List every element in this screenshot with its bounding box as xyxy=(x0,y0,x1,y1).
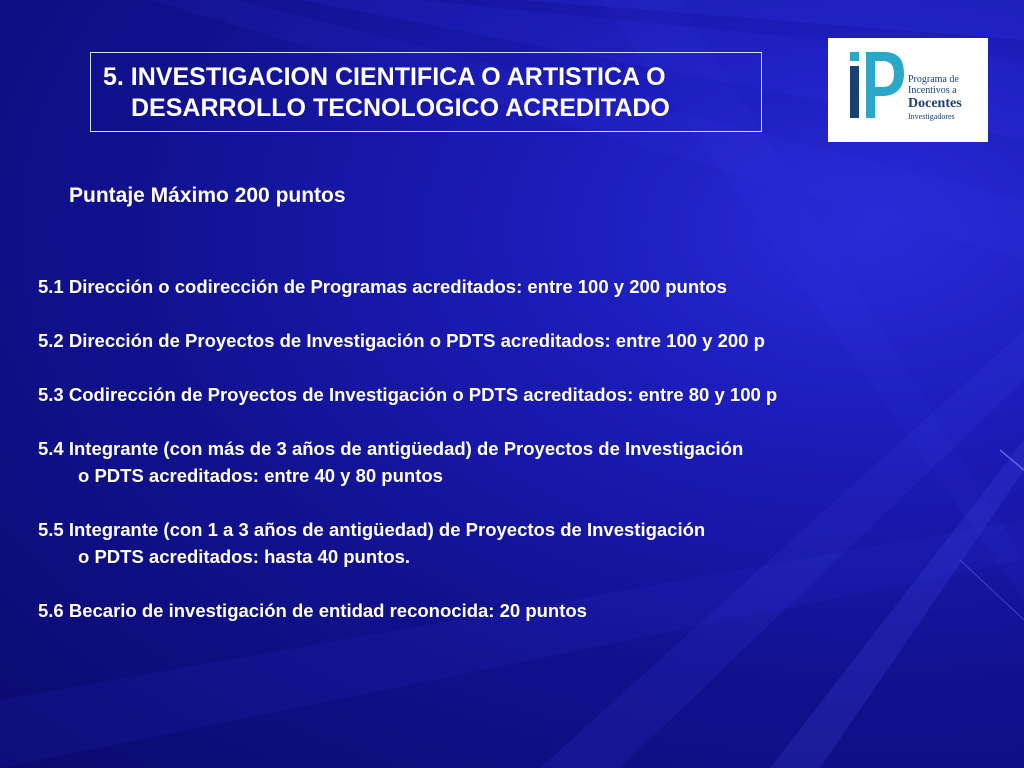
criteria-item xyxy=(38,381,1008,408)
logo-text-line-4: Investigadores xyxy=(908,112,955,121)
criteria-item xyxy=(38,597,1008,624)
logo-text-line-2: Incentivos a xyxy=(908,85,957,96)
slide-title-box xyxy=(90,52,762,132)
program-logo xyxy=(828,38,988,142)
max-score-subtitle: Puntaje Máximo 200 puntos xyxy=(69,184,346,207)
criteria-item-text: 5.6 Becario de investigación de entidad reconocida: 20 puntos xyxy=(38,600,587,621)
ip-logo-mark-icon xyxy=(846,48,906,132)
logo-text xyxy=(908,74,986,122)
criteria-item-continuation: o PDTS acreditados: entre 40 y 80 puntos xyxy=(78,465,443,486)
criteria-list xyxy=(38,273,1008,651)
criteria-item-text: 5.3 Codirección de Proyectos de Investigación o PDTS acreditados: entre 80 y 100 p xyxy=(38,384,778,405)
slide-title-line-2: DESARROLLO TECNOLOGICO ACREDITADO xyxy=(131,94,670,122)
logo-text-line-3: Docentes xyxy=(908,96,962,111)
criteria-item xyxy=(38,273,1008,300)
criteria-item-text: 5.4 Integrante (con más de 3 años de antigüedad) de Proyectos de Investigación xyxy=(38,438,744,459)
logo-text-line-1: Programa de xyxy=(908,74,959,85)
criteria-item-text: 5.1 Dirección o codirección de Programas acreditados: entre 100 y 200 puntos xyxy=(38,276,727,297)
criteria-item xyxy=(38,327,1008,354)
criteria-item-text: 5.5 Integrante (con 1 a 3 años de antigüedad) de Proyectos de Investigación xyxy=(38,519,706,540)
criteria-item xyxy=(38,516,1008,570)
slide-title-line-1: 5. INVESTIGACION CIENTIFICA O ARTISTICA O xyxy=(103,63,666,91)
criteria-item-text: 5.2 Dirección de Proyectos de Investigación o PDTS acreditados: entre 100 y 200 p xyxy=(38,330,765,351)
criteria-item xyxy=(38,435,1008,489)
criteria-item-continuation: o PDTS acreditados: hasta 40 puntos. xyxy=(78,546,411,567)
